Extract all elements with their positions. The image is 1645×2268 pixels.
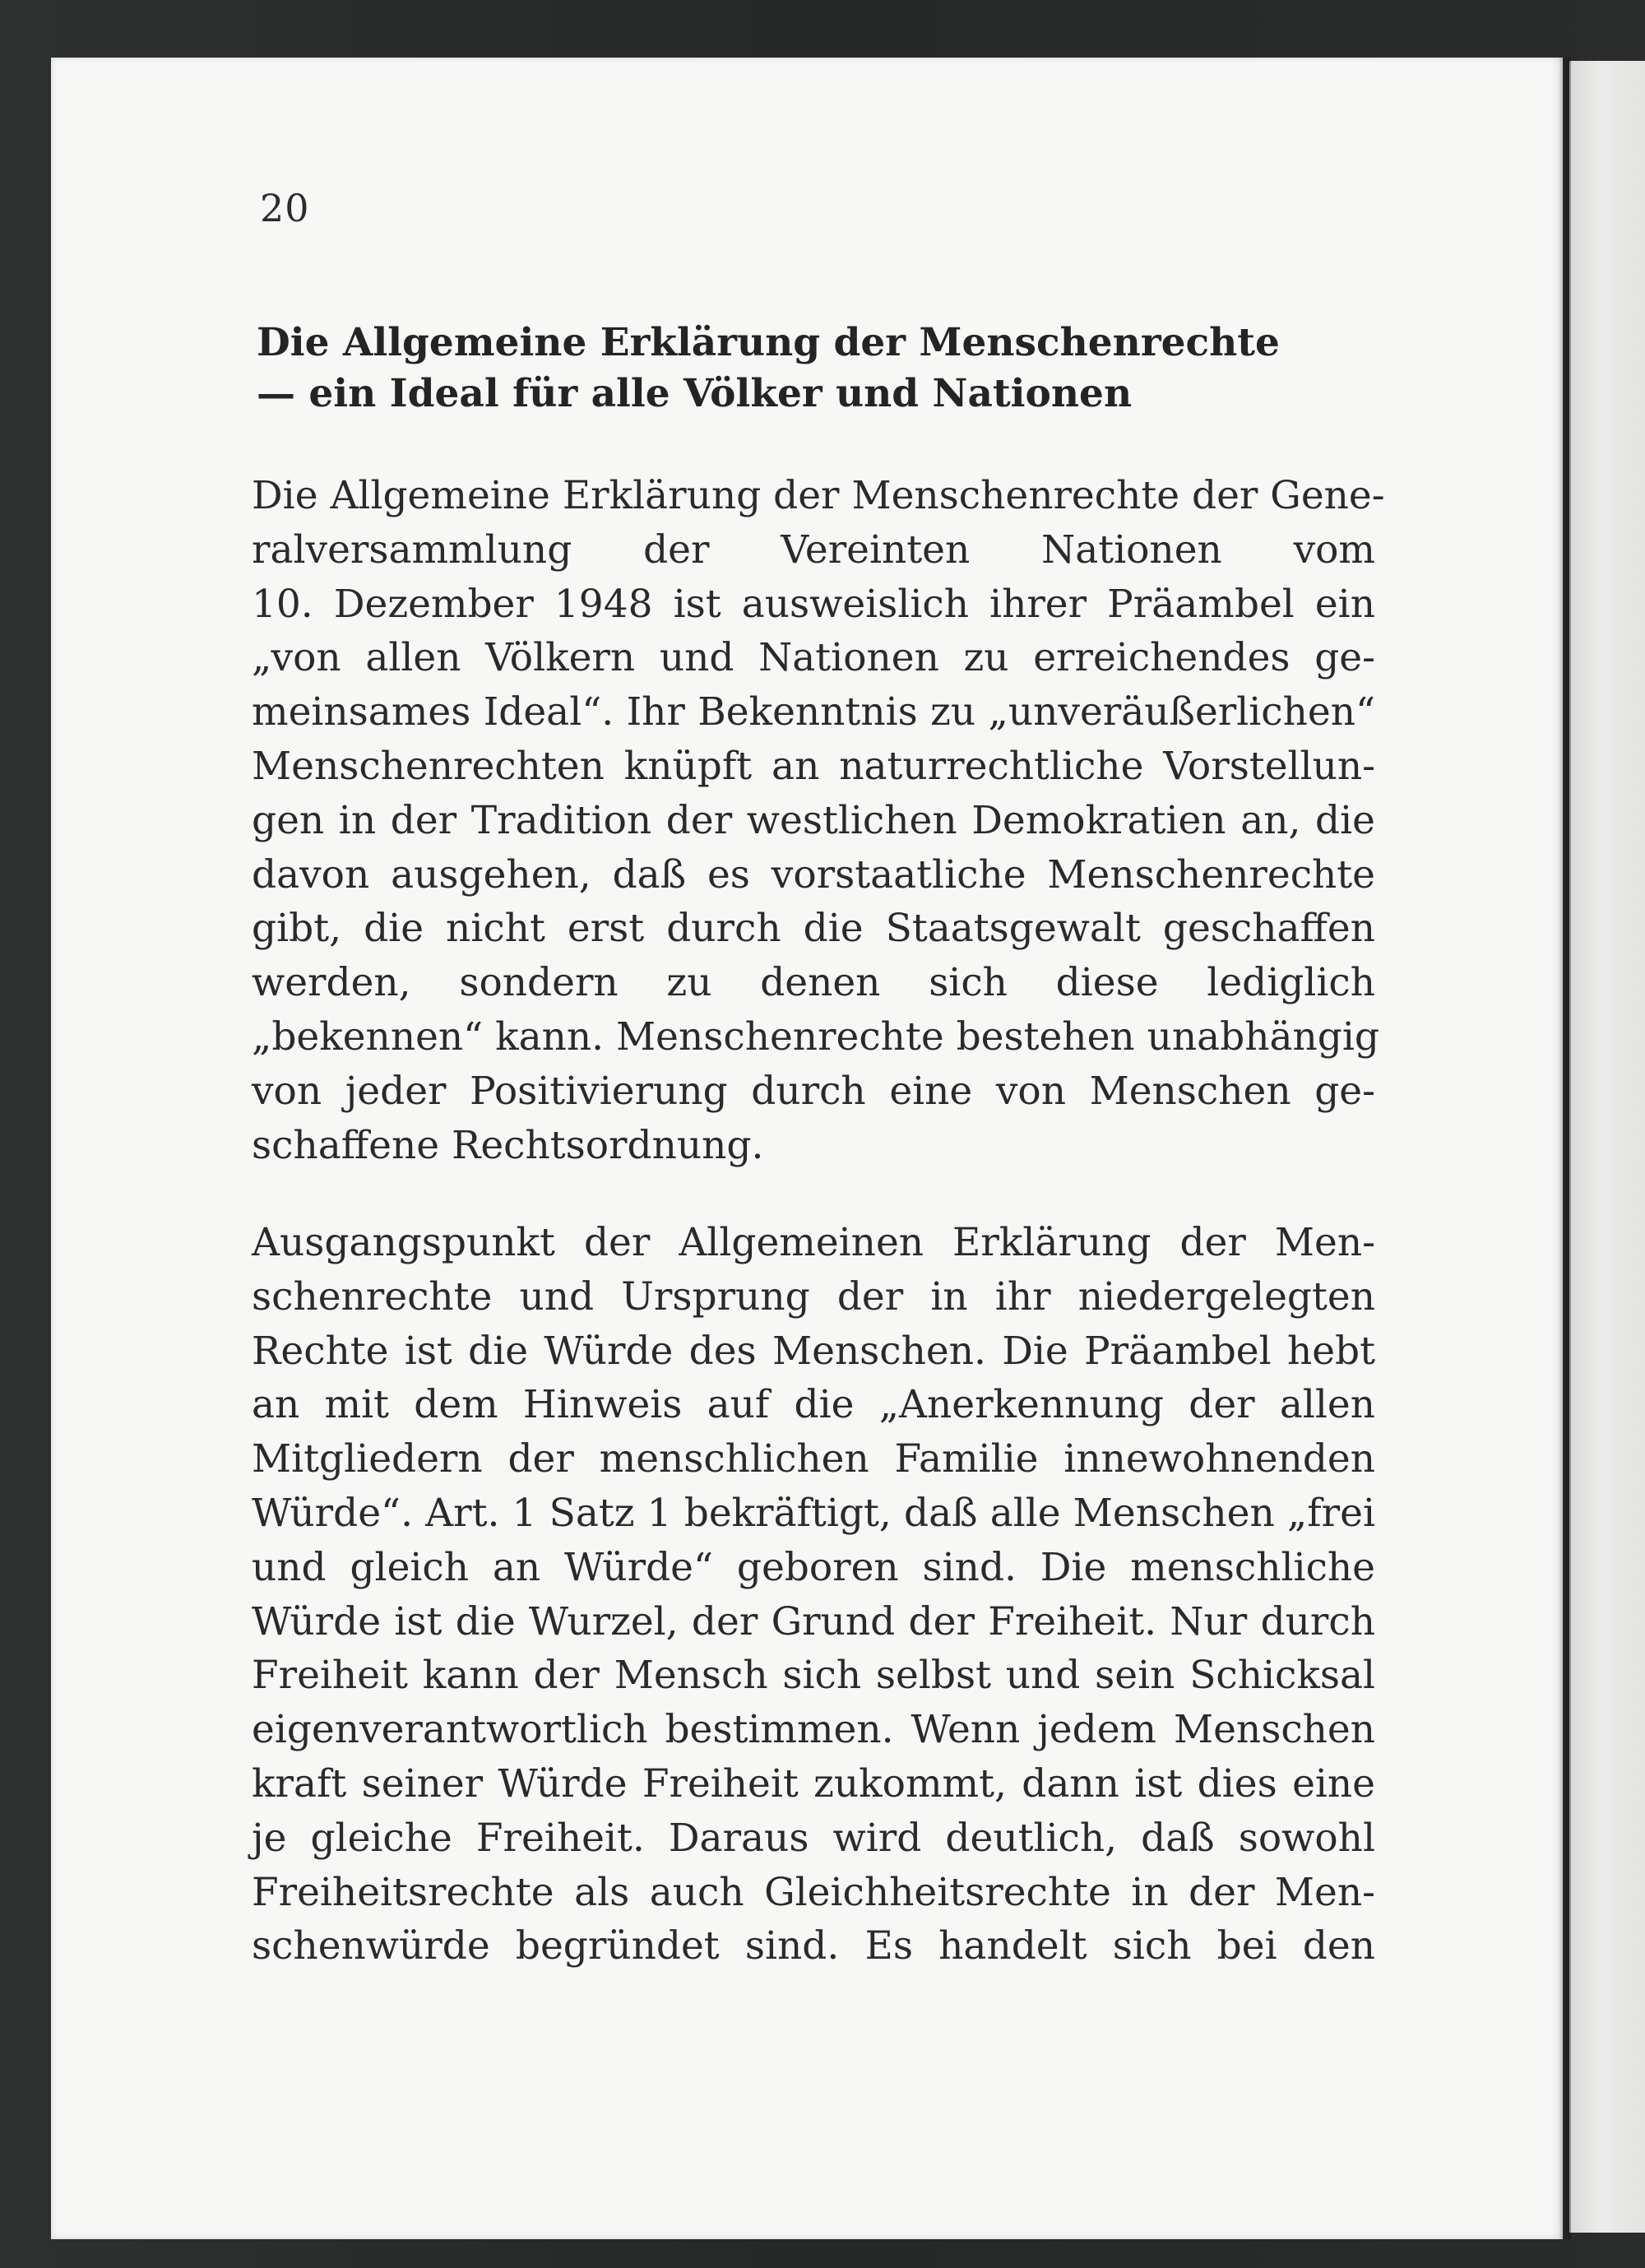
text-line: schaffene Rechtsordnung. [252,1122,764,1168]
text-line: werden, sondern zu denen sich diese lediglich [252,960,1375,1006]
paragraph-1 [252,469,1385,1172]
text-line: Mitgliedern der menschlichen Familie innewohnenden [252,1436,1375,1482]
page-number: 20 [260,186,310,230]
paragraph-2 [252,1216,1375,1973]
text-line: eigenverantwortlich bestimmen. Wenn jedem Menschen [252,1707,1375,1753]
text-line: von jeder Positivierung durch eine von Menschen ge- [252,1068,1375,1114]
text-line: Freiheitsrechte als auch Gleichheitsrechte in der Men- [252,1869,1375,1915]
section-title-line: Die Allgemeine Erklärung der Menschenrechte [257,320,1280,365]
text-line: Würde“. Art. 1 Satz 1 bekräftigt, daß alle Menschen „frei [252,1490,1375,1536]
text-line: Rechte ist die Würde des Menschen. Die Präambel hebt [252,1328,1375,1374]
text-line: gibt, die nicht erst durch die Staatsgewalt geschaffen [252,906,1375,952]
text-line: ralversammlung der Vereinten Nationen vom [252,526,1375,573]
text-line: Ausgangspunkt der Allgemeinen Erklärung der Men- [252,1220,1375,1265]
text-line: Die Allgemeine Erklärung der Menschenrechte der Gene- [252,473,1385,518]
text-line: an mit dem Hinweis auf die „Anerkennung der allen [252,1382,1375,1428]
text-line: schenrechte und Ursprung der in ihr niedergelegten [252,1273,1375,1320]
text-line: Menschenrechten knüpft an naturrechtliche Vorstellun- [252,743,1375,789]
text-line: gen in der Tradition der westlichen Demokratien an, die [252,797,1375,843]
text-line: kraft seiner Würde Freiheit zukommt, dann ist dies eine [252,1760,1375,1807]
adjacent-page-edge [1569,61,1645,2233]
text-line: davon ausgehen, daß es vorstaatliche Menschenrechte [252,851,1375,897]
section-title [257,318,1408,420]
text-line: und gleich an Würde“ geboren sind. Die menschliche [252,1544,1375,1590]
gutter-shadow [1559,58,1571,2239]
text-line: je gleiche Freiheit. Daraus wird deutlich, daß sowohl [252,1815,1375,1861]
text-line: meinsames Ideal“. Ihr Bekenntnis zu „unveräußerlichen“ [252,689,1375,735]
text-line: „bekennen“ kann. Menschenrechte bestehen unabhängig [252,1013,1380,1060]
text-line: 10. Dezember 1948 ist ausweislich ihrer Präambel ein [252,581,1375,627]
section-title-line: — ein Ideal für alle Völker und Nationen [257,371,1133,416]
text-line: schenwürde begründet sind. Es handelt sich bei den [252,1923,1375,1969]
text-line: „von allen Völkern und Nationen zu erreichendes ge- [252,635,1375,681]
text-line: Freiheit kann der Mensch sich selbst und sein Schicksal [252,1653,1375,1699]
text-line: Würde ist die Wurzel, der Grund der Freiheit. Nur durch [252,1598,1375,1644]
